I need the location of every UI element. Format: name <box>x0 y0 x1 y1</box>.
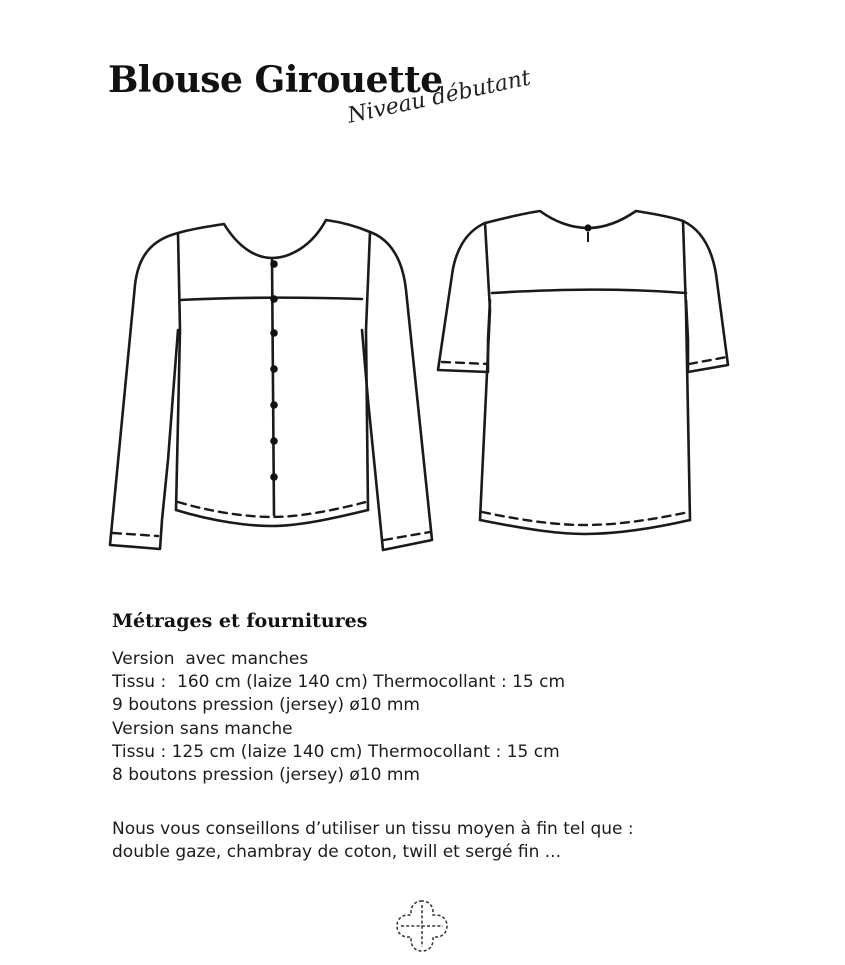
materials-line: Version avec manches <box>112 649 309 669</box>
materials-title: Métrages et fournitures <box>112 610 368 632</box>
materials-line: Version sans manche <box>112 718 293 739</box>
materials-line: 8 boutons pression (jersey) ø10 mm <box>112 765 420 786</box>
garment-illustrations <box>0 180 845 580</box>
materials-list <box>112 648 752 787</box>
difficulty-level: Niveau débutant <box>345 65 533 129</box>
quatrefoil-logo-icon <box>393 897 451 955</box>
materials-line: 9 boutons pression (jersey) ø10 mm <box>112 695 420 716</box>
pattern-title: Blouse Girouette <box>108 59 443 101</box>
advice-line: Nous vous conseillons d’utiliser un tissu moyen à fin tel que : <box>112 819 634 839</box>
blouse-front-drawing <box>110 220 432 550</box>
blouse-back-drawing <box>438 211 728 534</box>
materials-line: Tissu : 160 cm (laize 140 cm) Thermocollant : 15 cm <box>112 672 566 693</box>
fabric-advice <box>112 818 752 864</box>
materials-line: Tissu : 125 cm (laize 140 cm) Thermocollant : 15 cm <box>112 741 560 762</box>
advice-line: double gaze, chambray de coton, twill et sergé fin ... <box>112 842 561 863</box>
buttons <box>270 224 591 480</box>
